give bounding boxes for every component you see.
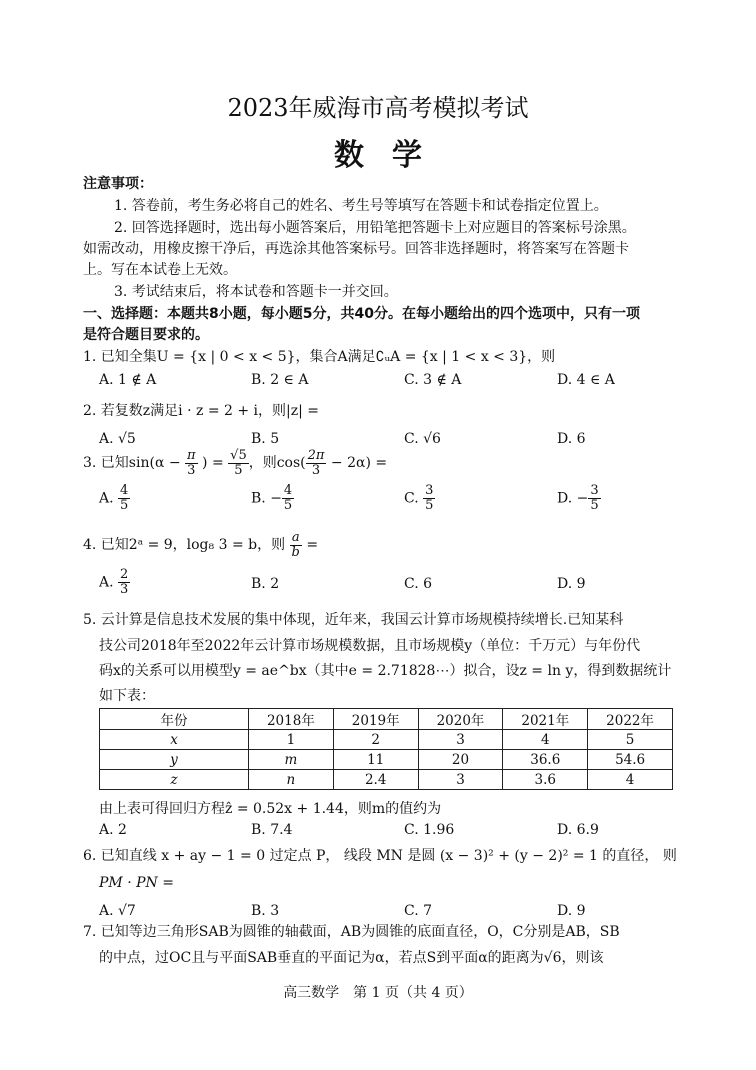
page-footer: 高三数学 第 1 页（共 4 页） — [283, 985, 473, 1001]
table-cell: 3.6 — [503, 770, 588, 790]
table-cell: 54.6 — [588, 750, 673, 770]
q6-option-b: B. 3 — [251, 903, 280, 919]
q5-option-d: D. 6.9 — [557, 822, 599, 838]
q3-option-b: B. − $\frac{4}{5}$ — [251, 483, 293, 513]
notice-heading: 注意事项： — [83, 176, 153, 192]
question-5-line-3: 码x的关系可以用模型y = ae^bx（其中e = 2.71828⋯）拟合，设z = ln y，得到数据统计 — [99, 663, 672, 679]
q3-option-a: A. $\frac{4}{5}$ — [99, 483, 129, 513]
q4-option-a: A. $\frac{2}{3}$ — [99, 567, 129, 597]
q3-stem-part: − 2α) = — [330, 455, 388, 471]
question-6-line-1: 6. 已知直线 x + ay − 1 = 0 过定点 P， 线段 MN 是圆 (x − 3)² + (y − 2)² = 1 的直径， 则 — [83, 848, 677, 864]
question-6-line-2: PM · PN = — [99, 875, 174, 891]
table-row — [100, 730, 673, 750]
q1-option-b: B. 2 ∈ A — [251, 372, 309, 388]
table-row — [100, 750, 673, 770]
question-5-line-2: 技公司2018年至2022年云计算市场规模数据，且市场规模y（单位：千万元）与年份代 — [99, 638, 641, 654]
q4-option-c: C. 6 — [404, 576, 433, 592]
table-cell: 20 — [418, 750, 503, 770]
table-cell: n — [249, 770, 334, 790]
q3-option-c: C. $\frac{3}{5}$ — [404, 483, 434, 513]
table-cell: 11 — [333, 750, 418, 770]
q4-option-b: B. 2 — [251, 576, 280, 592]
data-table — [99, 708, 673, 790]
q3-option-d: D. − $\frac{3}{5}$ — [557, 483, 599, 513]
table-row — [100, 770, 673, 790]
q6-option-d: D. 9 — [557, 903, 586, 919]
q3-stem-part: ，则cos( — [248, 455, 306, 471]
q2-option-b: B. 5 — [251, 431, 280, 447]
table-cell: 4 — [503, 730, 588, 750]
q3-stem-part: 3. 已知sin(α − — [83, 455, 181, 471]
section-heading-cont: 是符合题目要求的。 — [83, 327, 209, 343]
question-5-line-1: 5. 云计算是信息技术发展的集中体现，近年来，我国云计算市场规模持续增长.已知某科 — [83, 612, 624, 628]
notice-item-1: 1. 答卷前，考生务必将自己的姓名、考生号等填写在答题卡和试卷指定位置上。 — [114, 198, 608, 214]
q6-option-c: C. 7 — [404, 903, 433, 919]
exam-title: 2023年威海市高考模拟考试 — [227, 94, 529, 122]
table-cell: 1 — [249, 730, 334, 750]
question-2-stem: 2. 若复数z满足i · z = 2 + i，则|z| = — [83, 403, 320, 419]
q5-option-b: B. 7.4 — [251, 822, 293, 838]
q1-option-c: C. 3 ∉ A — [404, 372, 462, 388]
table-cell: 年份 — [100, 709, 249, 730]
table-cell: m — [249, 750, 334, 770]
table-cell: 2021年 — [503, 709, 588, 730]
question-5-after: 由上表可得回归方程ẑ = 0.52x + 1.44，则m的值约为 — [99, 801, 442, 817]
table-cell: 2.4 — [333, 770, 418, 790]
q5-option-c: C. 1.96 — [404, 822, 455, 838]
q3-stem-part: ) = — [202, 455, 224, 471]
q3-frac-sqrt5-5: $\frac{√5}{5}$ — [230, 447, 247, 478]
notice-item-2-end: 上。写在本试卷上无效。 — [83, 262, 237, 278]
q4-frac-a-b: $\frac{a}{b}$ — [291, 529, 300, 560]
q1-option-a: A. 1 ∉ A — [99, 372, 157, 388]
table-cell: 2022年 — [588, 709, 673, 730]
table-header-row — [100, 709, 673, 730]
table-cell: 2018年 — [249, 709, 334, 730]
table-cell: 3 — [418, 730, 503, 750]
q3-frac-pi-3: $\frac{\pi}{3}$ — [187, 447, 196, 478]
table-cell: 3 — [418, 770, 503, 790]
table-cell: 2 — [333, 730, 418, 750]
table-cell: 2019年 — [333, 709, 418, 730]
table-cell: 5 — [588, 730, 673, 750]
q6-option-a: A. √7 — [99, 903, 136, 919]
notice-item-3: 3. 考试结束后，将本试卷和答题卡一并交回。 — [114, 284, 398, 300]
table-cell: z — [100, 770, 249, 790]
q4-stem-part: 4. 已知2ᵃ = 9，log₈ 3 = b，则 — [83, 537, 286, 553]
table-cell: 2020年 — [418, 709, 503, 730]
question-4-stem — [83, 528, 318, 562]
table-cell: 36.6 — [503, 750, 588, 770]
q4-stem-part: = — [306, 537, 319, 553]
question-3-stem — [83, 446, 387, 480]
question-1-stem: 1. 已知全集U = {x | 0 < x < 5}，集合A满足∁ᵤA = {x | 1 < x < 3}，则 — [83, 349, 556, 365]
section-heading: 一、选择题：本题共8小题，每小题5分，共40分。在每小题给出的四个选项中，只有一项 — [83, 306, 640, 322]
q2-option-c: C. √6 — [404, 431, 441, 447]
q4-option-d: D. 9 — [557, 576, 586, 592]
q5-option-a: A. 2 — [99, 822, 127, 838]
q2-option-d: D. 6 — [557, 431, 586, 447]
question-7-line-1: 7. 已知等边三角形SAB为圆锥的轴截面，AB为圆锥的底面直径，O，C分别是AB，SB — [83, 924, 620, 940]
q2-option-a: A. √5 — [99, 431, 136, 447]
table-cell: y — [100, 750, 249, 770]
question-7-line-2: 的中点，过OC且与平面SAB垂直的平面记为α，若点S到平面α的距离为√6，则该 — [99, 950, 604, 966]
q3-frac-2pi-3: $\frac{2\pi}{3}$ — [307, 447, 325, 478]
table-cell: x — [100, 730, 249, 750]
table-cell: 4 — [588, 770, 673, 790]
notice-item-2-cont: 如需改动，用橡皮擦干净后，再选涂其他答案标号。回答非选择题时，将答案写在答题卡 — [83, 241, 629, 257]
question-5-line-4: 如下表： — [99, 688, 155, 704]
notice-item-2: 2. 回答选择题时，选出每小题答案后，用铅笔把答题卡上对应题目的答案标号涂黑。 — [114, 220, 636, 236]
q1-option-d: D. 4 ∈ A — [557, 372, 615, 388]
subject-title: 数学 — [334, 138, 450, 173]
